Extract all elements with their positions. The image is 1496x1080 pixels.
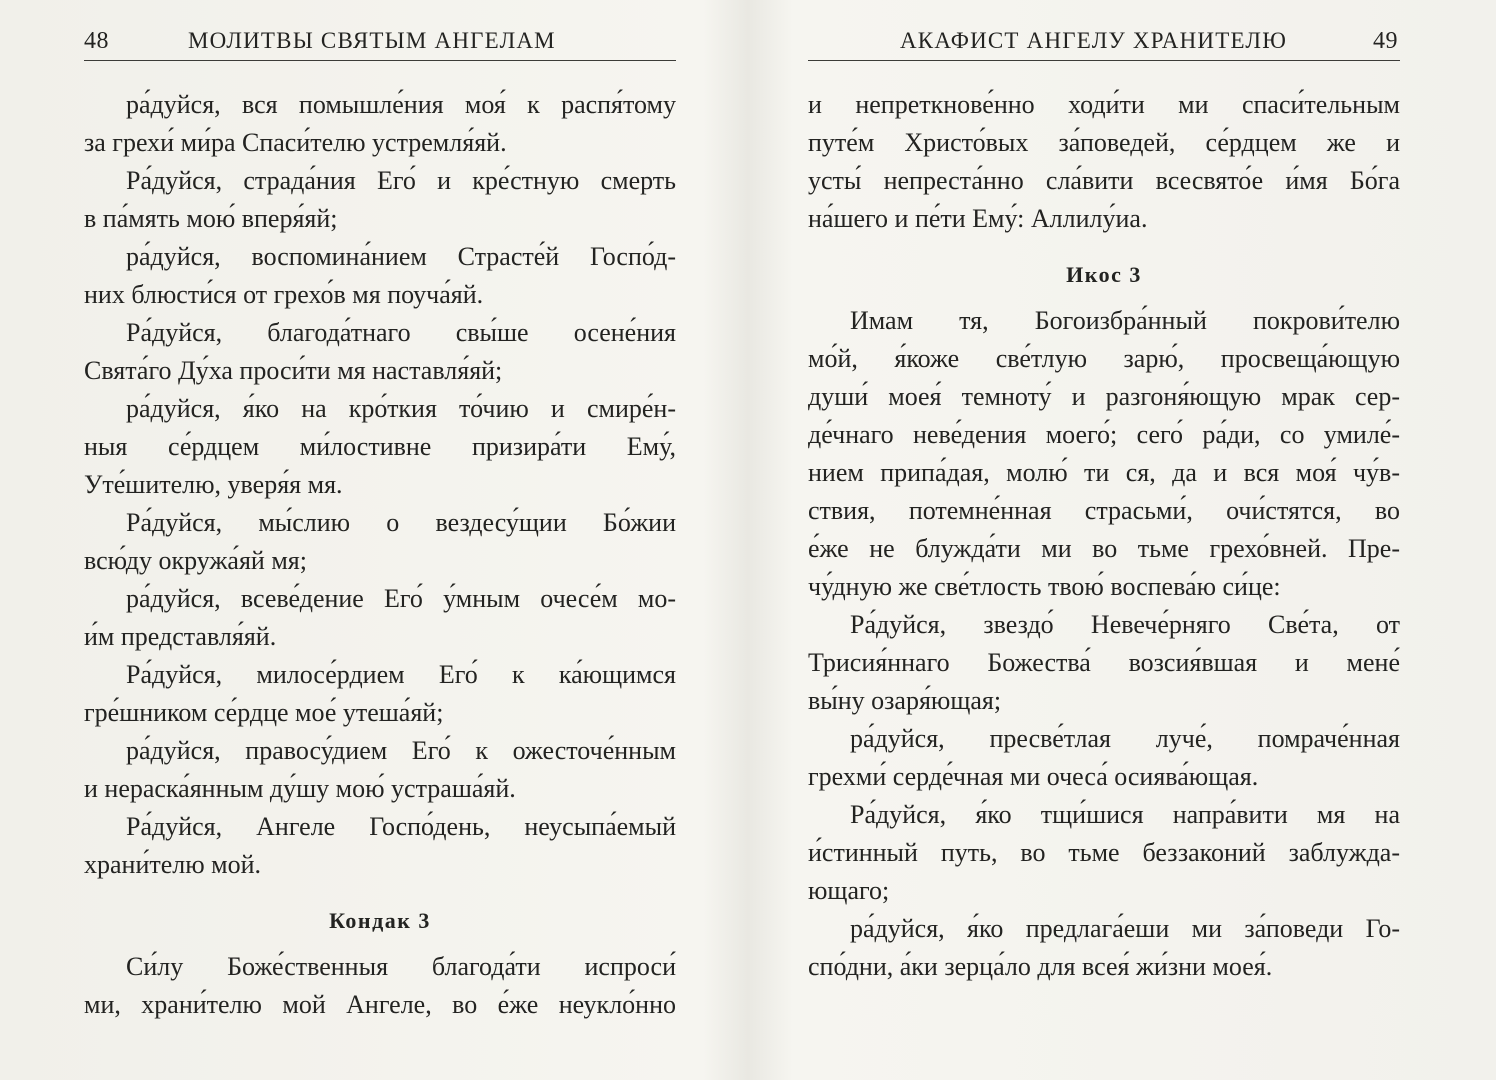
section-heading-ikos: Икос 3 — [1066, 262, 1142, 287]
text-line: за грехи́ ми́ра Спаси́телю устремля́яй. — [84, 128, 507, 157]
right-page-number: 49 — [1373, 28, 1398, 54]
text-line: ра́дуйся, я́ко предлага́еши ми за́поведи Го- — [850, 914, 1400, 943]
text-line: Ра́дуйся, Ангеле Госпо́день, неусыпа́емый — [126, 812, 676, 841]
text-line: Трисия́ннаго Божества́ возсия́вшая и мене́ — [808, 648, 1400, 677]
left-page-number: 48 — [84, 28, 109, 54]
spacer — [808, 294, 1400, 302]
text-line: путе́м Христо́вых за́поведей, се́рдцем же и — [808, 128, 1400, 157]
text-line: храни́телю мой. — [84, 850, 262, 879]
text-line: е́же не блужда́ти ми во тьме грехо́вней. Пре- — [808, 534, 1400, 563]
right-running-head — [808, 26, 1400, 61]
text-line: Ра́дуйся, мы́слию о вездесу́щии Бо́жии — [126, 508, 676, 537]
text-line: ра́дуйся, пресве́тлая луче́, помраче́нная — [850, 724, 1400, 753]
right-page — [808, 0, 1400, 1080]
text-line: ствия, потемне́нная страсьми́, очи́стятся, во — [808, 496, 1400, 525]
text-line: в па́мять мою́ вперя́яй; — [84, 204, 338, 233]
text-line: мо́й, я́коже све́тлую зарю́, просвеща́ющую — [808, 344, 1400, 373]
left-page — [84, 0, 676, 1080]
text-line: чу́дную же све́тлость твою́ воспева́ю си́це: — [808, 572, 1281, 601]
text-line: усты́ непреста́нно сла́вити всесвято́е и́мя Бо́га — [808, 166, 1400, 195]
text-line: и́стинный путь, во тьме беззаконий заблужда- — [808, 838, 1400, 867]
text-line: и́м представля́яй. — [84, 622, 277, 651]
text-line: Ра́дуйся, звездо́ Невече́рняго Све́та, от — [850, 610, 1400, 639]
spacer — [84, 940, 676, 948]
left-running-head — [84, 26, 676, 61]
text-line: грехми́ серде́чная ми очеса́ осиява́ющая. — [808, 762, 1259, 791]
right-page-text — [808, 86, 1400, 986]
text-line: Свята́го Ду́ха проси́ти мя наставля́яй; — [84, 356, 503, 385]
text-line: Ра́дуйся, милосе́рдием Его́ к ка́ющимся — [126, 660, 676, 689]
text-line: на́шего и пе́ти Ему́: Аллилу́иа. — [808, 204, 1148, 233]
text-line: нием припа́дая, молю́ ти ся, да и вся моя́ чу́в- — [808, 458, 1400, 487]
text-line: вы́ну озаря́ющая; — [808, 686, 1002, 715]
text-line: них блюсти́ся от грехо́в мя поуча́яй. — [84, 280, 484, 309]
text-line: де́чнаго неве́дения моего́; сего́ ра́ди, со умиле́- — [808, 420, 1400, 449]
text-line: ра́дуйся, вся помышле́ния моя́ к распя́тому — [126, 90, 676, 119]
text-line: Ра́дуйся, благода́тнаго свы́ше осене́ния — [126, 318, 676, 347]
spacer — [808, 238, 1400, 256]
text-line: ныя се́рдцем ми́лостивне призира́ти Ему́, — [84, 432, 676, 461]
text-line: ми, храни́телю мой Ангеле, во е́же неукло́нно — [84, 990, 676, 1019]
text-line: ра́дуйся, правосу́дием Его́ к ожесточе́нным — [126, 736, 676, 765]
left-page-text — [84, 86, 676, 1024]
text-line: гре́шником се́рдце мое́ утеша́яй; — [84, 698, 444, 727]
spacer — [84, 884, 676, 902]
left-running-head-title: МОЛИТВЫ СВЯТЫМ АНГЕЛАМ — [188, 28, 556, 53]
text-line: Уте́шителю, уверя́я мя. — [84, 470, 343, 499]
text-line: ра́дуйся, всеве́дение Его́ у́мным очесе́м мо- — [126, 584, 676, 613]
text-line: ра́дуйся, воспомина́нием Страсте́й Госпо́д- — [126, 242, 676, 271]
text-line: души́ моея́ темноту́ и разгоня́ющую мрак сер- — [808, 382, 1400, 411]
section-heading-kondak: Кондак 3 — [329, 908, 431, 933]
text-line: Си́лу Боже́ственныя благода́ти испроси́ — [126, 952, 676, 981]
text-line: Имам тя, Богоизбра́нный покрови́телю — [850, 306, 1400, 335]
text-line: и непреткнове́нно ходи́ти ми спаси́тельным — [808, 90, 1400, 119]
text-line: спо́дни, а́ки зерца́ло для всея́ жи́зни моея́. — [808, 952, 1273, 981]
text-line: всю́ду окружа́яй мя; — [84, 546, 307, 575]
text-line: Ра́дуйся, страда́ния Его́ и кре́стную смерть — [126, 166, 676, 195]
text-line: ющаго; — [808, 876, 890, 905]
text-line: и нераска́янным ду́шу мою́ устраша́яй. — [84, 774, 516, 803]
text-line: ра́дуйся, я́ко на кро́ткия то́чию и смире́н- — [126, 394, 676, 423]
text-line: Ра́дуйся, я́ко тщи́шися напра́вити мя на — [850, 800, 1400, 829]
right-running-head-title: АКАФИСТ АНГЕЛУ ХРАНИТЕЛЮ — [900, 28, 1288, 53]
